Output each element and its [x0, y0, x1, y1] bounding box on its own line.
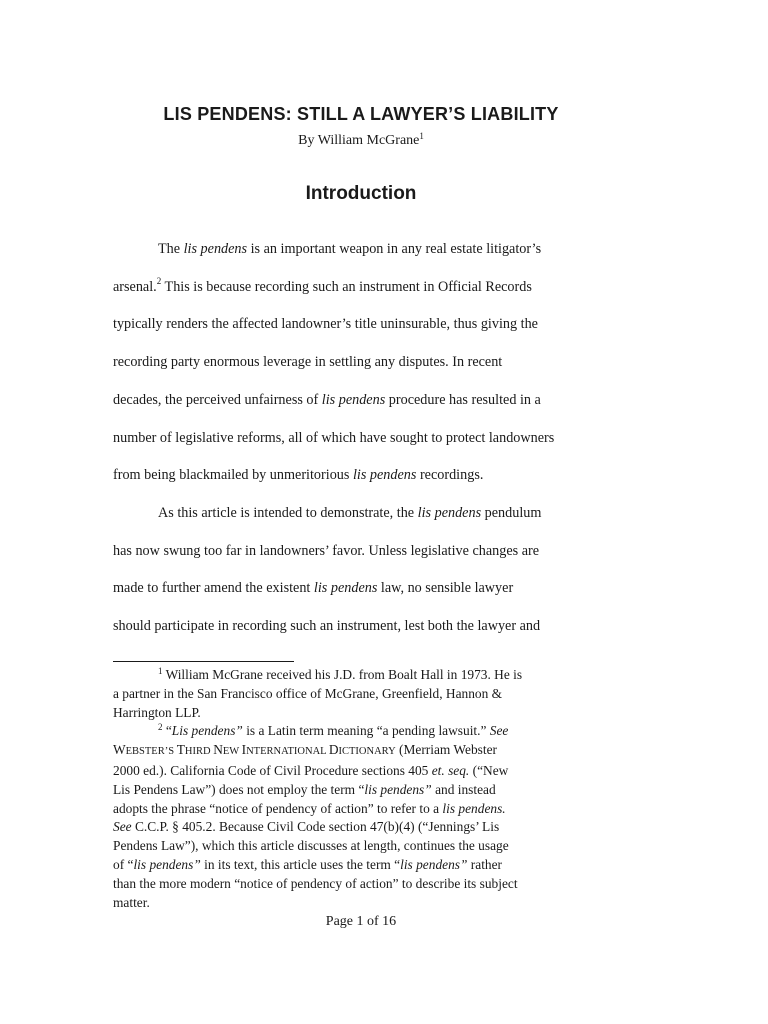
body-line: As this article is intended to demonstrate, the lis pendens pendulum [158, 504, 542, 521]
body-line: The lis pendens is an important weapon in any real estate litigator’s [158, 241, 542, 257]
footnote-number-1: 1 [158, 666, 163, 676]
footnote-line: See C.C.P. § 405.2. Because Civil Code section 47(b)(4) (“Jennings’ Lis [113, 819, 500, 835]
footnote-line: matter. [113, 894, 150, 910]
footnote-number-2: 2 [158, 722, 163, 733]
footnote-line: Harrington LLP. [113, 704, 201, 720]
article-title: LIS PENDENS: STILL A LAWYER’S LIABILITY [163, 104, 559, 124]
footnote-ref-1: 1 [419, 131, 424, 141]
footnote-line: a partner in the San Francisco office of McGrane, Greenfield, Hannon & [113, 685, 503, 701]
body-line: has now swung too far in landowners’ favor. Unless legislative changes are [113, 542, 540, 559]
section-heading: Introduction [305, 183, 417, 204]
footnote-line: adopts the phrase “notice of pendency of action” to refer to a lis pendens. [113, 800, 506, 816]
footnote-line: WEBSTER’S THIRD NEW INTERNATIONAL DICTIONARY (Merriam Webster [113, 742, 497, 758]
footnote-line: $^1$ William McGrane received his J.D. from Boalt Hall in 1973. He is [158, 666, 523, 682]
byline-text: By William McGrane [298, 133, 420, 148]
footnote-separator [113, 661, 294, 662]
footnote-line: of “lis pendens” in its text, this article uses the term “lis pendens” rather [113, 856, 503, 872]
footnotes [113, 666, 613, 912]
footnote-line: 2000 ed.). California Code of Civil Procedure sections 405 et. seq. (“New [113, 762, 509, 778]
body-line: number of legislative reforms, all of which have sought to protect landowners [113, 429, 555, 446]
body-line: arsenal.$^2$ This is because recording such an instrument in Official Records [113, 275, 532, 295]
body-text [113, 231, 633, 646]
byline [0, 133, 722, 149]
footnote-line: Lis Pendens Law”) does not employ the term “lis pendens” and instead [113, 781, 496, 797]
footnote-line: than the more modern “notice of pendency of action” to describe its subject [113, 875, 518, 891]
footnote-line: $^2$ “Lis pendens” is a Latin term meaning “a pending lawsuit.” See [158, 722, 509, 739]
page-number: Page 1 of 16 [325, 914, 397, 929]
footnote-line: Pendens Law”), which this article discusses at length, continues the usage [113, 838, 509, 854]
body-line: typically renders the affected landowner’s title uninsurable, thus giving the [113, 316, 538, 333]
footnote-ref-2: 2 [156, 275, 162, 286]
body-line: made to further amend the existent lis pendens law, no sensible lawyer [113, 580, 514, 597]
body-line: from being blackmailed by unmeritorious lis pendens recordings. [113, 467, 484, 484]
body-line: recording party enormous leverage in settling any disputes. In recent [113, 354, 503, 371]
body-line: decades, the perceived unfairness of lis pendens procedure has resulted in a [113, 391, 541, 408]
body-line: should participate in recording such an instrument, lest both the lawyer and [113, 618, 541, 635]
